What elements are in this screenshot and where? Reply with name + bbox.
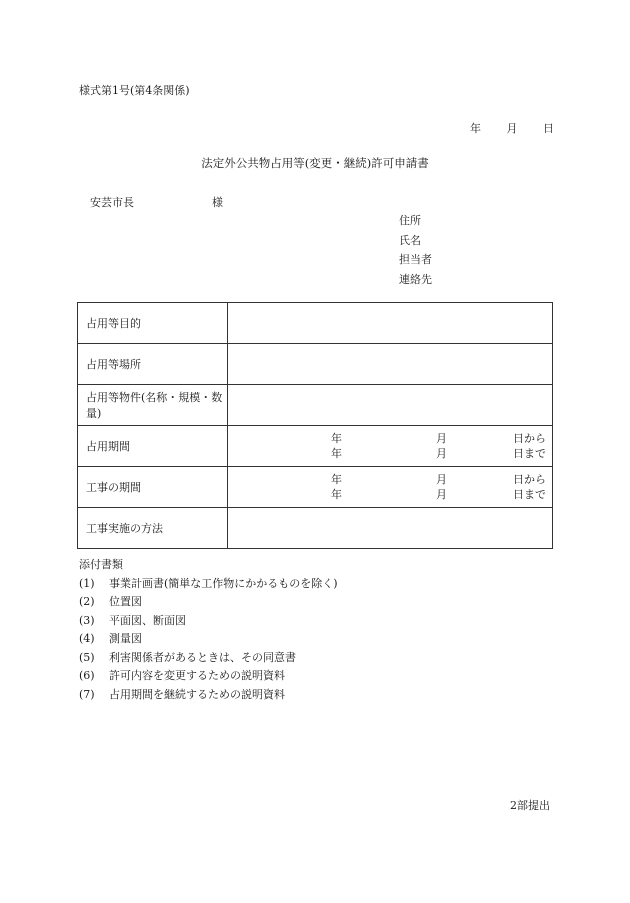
document-title: 法定外公共物占用等(変更・継続)許可申請書 — [201, 156, 429, 170]
list-item-text: 測量図 — [109, 632, 142, 645]
construction-period-label: 工事の期間 — [78, 467, 228, 508]
occupancy-object-field[interactable] — [228, 385, 553, 426]
period-year: 年 — [331, 432, 342, 445]
list-item — [79, 667, 338, 686]
list-item-number: (6) — [79, 669, 95, 682]
applicant-address-label: 住所 — [399, 214, 421, 227]
attachments-heading: 添付書類 — [79, 558, 123, 571]
table-row — [78, 344, 553, 385]
list-item-number: (2) — [79, 595, 95, 608]
list-item-number: (3) — [79, 613, 95, 627]
period-year: 年 — [331, 473, 342, 486]
date-day-label: 日 — [543, 122, 554, 135]
applicant-phone-label: 連絡先 — [399, 272, 432, 286]
occupancy-period-label: 占用期間 — [78, 426, 228, 467]
period-day-to: 日まで — [513, 447, 546, 460]
occupancy-location-label: 占用等場所 — [78, 344, 228, 385]
period-day-from: 日から — [513, 432, 546, 445]
list-item-text: 利害関係者があるときは、その同意書 — [109, 650, 296, 664]
list-item-text: 許可内容を変更するための説明資料 — [109, 669, 285, 682]
list-item-text: 事業計画書(簡単な工作物にかかるものを除く) — [109, 576, 338, 590]
list-item-text: 占用期間を継続するための説明資料 — [109, 687, 285, 701]
applicant-block — [399, 211, 432, 289]
period-day-from: 日から — [513, 473, 546, 486]
list-item — [79, 612, 338, 631]
period-year: 年 — [331, 447, 342, 460]
form-number: 様式第1号(第4条関係) — [79, 84, 190, 97]
occupancy-location-field[interactable] — [228, 344, 553, 385]
attachments-list — [79, 556, 338, 704]
table-row — [78, 508, 553, 549]
applicant-name-label: 氏名 — [399, 233, 421, 247]
period-day-to: 日まで — [513, 488, 546, 501]
date-month-label: 月 — [506, 122, 518, 135]
application-table — [77, 302, 553, 549]
date-year-label: 年 — [470, 122, 481, 135]
period-month: 月 — [436, 473, 447, 486]
table-row — [78, 385, 553, 426]
list-item-number: (1) — [79, 576, 95, 590]
list-item-text: 位置図 — [109, 595, 142, 608]
addressee — [90, 194, 223, 210]
period-year: 年 — [331, 488, 342, 501]
list-item — [79, 686, 338, 705]
occupancy-purpose-label: 占用等目的 — [78, 303, 228, 344]
list-item-number: (4) — [79, 632, 95, 645]
date-line — [470, 120, 554, 136]
list-item-number: (5) — [79, 650, 95, 664]
applicant-contact-person-label: 担当者 — [399, 253, 432, 266]
period-month: 月 — [436, 447, 447, 460]
table-row — [78, 426, 553, 467]
list-item — [79, 593, 338, 612]
construction-method-label: 工事実施の方法 — [78, 508, 228, 549]
addressee-name: 安芸市長 — [90, 196, 134, 209]
period-month: 月 — [436, 488, 447, 501]
copies-note: 2部提出 — [510, 799, 550, 812]
occupancy-object-label: 占用等物件(名称・規模・数量) — [78, 385, 228, 426]
list-item-text: 平面図、断面図 — [109, 613, 186, 627]
construction-method-field[interactable] — [228, 508, 553, 549]
table-row — [78, 467, 553, 508]
list-item — [79, 575, 338, 594]
period-month: 月 — [436, 432, 447, 445]
list-item — [79, 649, 338, 668]
construction-period-field[interactable] — [228, 467, 553, 508]
list-item-number: (7) — [79, 687, 95, 701]
table-row — [78, 303, 553, 344]
occupancy-period-field[interactable] — [228, 426, 553, 467]
list-item — [79, 630, 338, 649]
addressee-honorific: 様 — [212, 196, 223, 209]
occupancy-purpose-field[interactable] — [228, 303, 553, 344]
